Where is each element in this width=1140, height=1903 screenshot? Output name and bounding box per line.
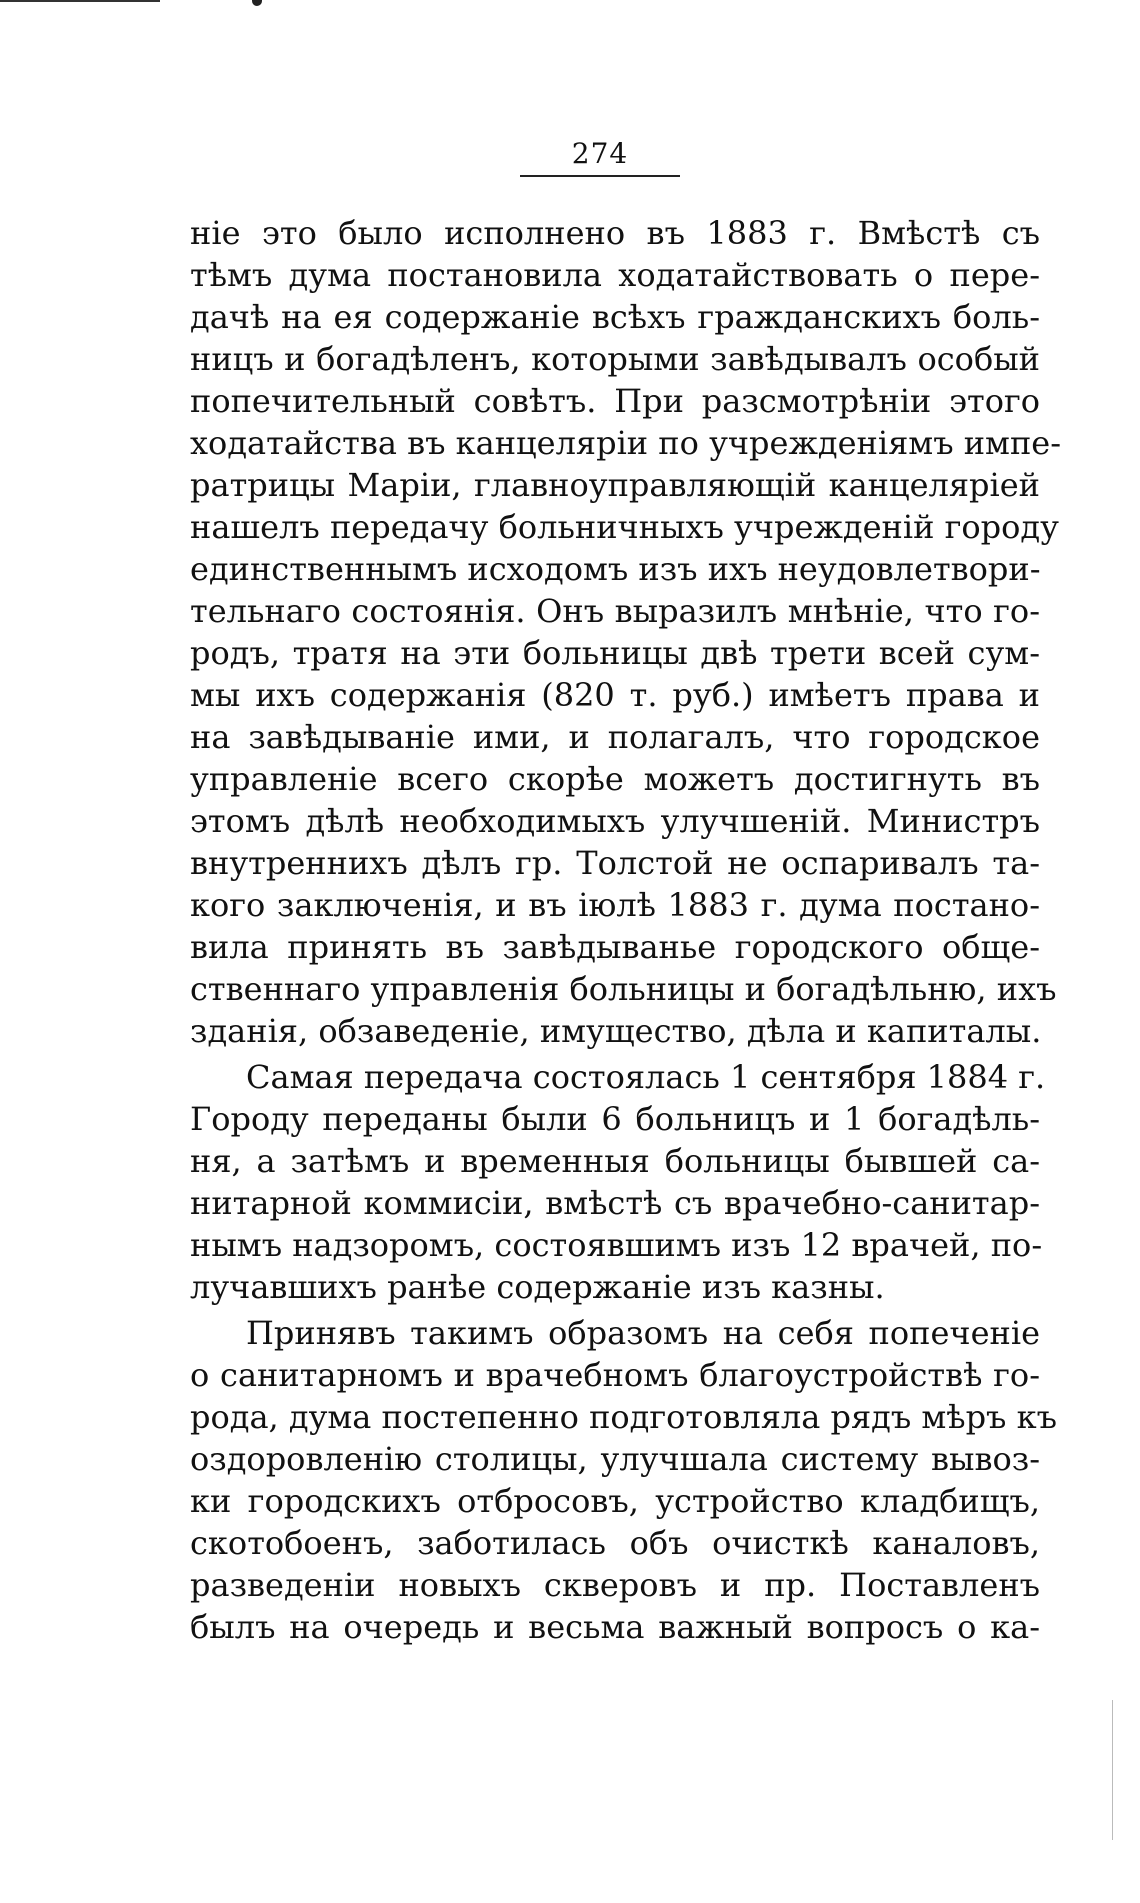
- scan-edge-mark: [0, 0, 160, 6]
- text-line: родъ, тратя на эти больницы двѣ трети всей сум-: [190, 634, 1040, 672]
- text-line: тѣмъ дума постановила ходатайствовать о пере-: [190, 256, 1040, 294]
- text-line: о санитарномъ и врачебномъ благоустройствѣ го-: [190, 1356, 1040, 1394]
- text-line: ки городскихъ отбросовъ, устройство кладбищъ,: [190, 1482, 1040, 1520]
- text-line: на завѣдываніе ими, и полагалъ, что городское: [190, 718, 1040, 756]
- text-line: ственнаго управленія больницы и богадѣльню, ихъ: [190, 970, 1057, 1008]
- text-line: разведеніи новыхъ скверовъ и пр. Поставленъ: [190, 1566, 1040, 1604]
- text-line: дачѣ на ея содержаніе всѣхъ гражданскихъ боль-: [190, 298, 1040, 336]
- text-line: ніе это было исполнено въ 1883 г. Вмѣстѣ съ: [190, 214, 1040, 252]
- page-number: 274: [571, 137, 629, 170]
- scan-margin-line: [1112, 1700, 1113, 1840]
- text-line: ницъ и богадѣленъ, которыми завѣдывалъ особый: [190, 340, 1040, 378]
- page-number-rule: [520, 175, 680, 177]
- text-line: вила принять въ завѣдыванье городского обще-: [190, 928, 1040, 966]
- text-line: оздоровленію столицы, улучшала систему вывоз-: [190, 1440, 1040, 1478]
- text-line: лучавшихъ ранѣе содержаніе изъ казны.: [190, 1268, 885, 1306]
- paragraph-1: [190, 212, 1062, 1052]
- text-line: управленіе всего скорѣе можетъ достигнуть въ: [190, 760, 1040, 798]
- text-line: зданія, обзаведеніе, имущество, дѣла и капиталы.: [190, 1012, 1042, 1050]
- text-line: Принявъ такимъ образомъ на себя попеченіе: [246, 1314, 1040, 1352]
- text-line: кого заключенія, и въ іюлѣ 1883 г. дума постано-: [190, 886, 1040, 924]
- text-line: нитарной коммисіи, вмѣстѣ съ врачебно-санитар-: [190, 1184, 1040, 1222]
- text-line: скотобоенъ, заботилась объ очисткѣ каналовъ,: [190, 1524, 1040, 1562]
- text-line: былъ на очередь и весьма важный вопросъ о ка-: [190, 1608, 1040, 1646]
- text-line: попечительный совѣтъ. При разсмотрѣніи этого: [190, 382, 1040, 420]
- paragraph-3: [190, 1312, 1057, 1648]
- body-text: [190, 212, 1062, 1648]
- text-line: этомъ дѣлѣ необходимыхъ улучшеній. Министръ: [190, 802, 1040, 840]
- text-line: нымъ надзоромъ, состоявшимъ изъ 12 врачей, по-: [190, 1226, 1043, 1264]
- text-line: единственнымъ исходомъ изъ ихъ неудовлетвори-: [190, 550, 1041, 588]
- text-line: мы ихъ содержанія (820 т. руб.) имѣетъ права и: [190, 676, 1040, 714]
- text-line: нашелъ передачу больничныхъ учрежденій городу: [190, 508, 1059, 546]
- text-line: ходатайства въ канцеляріи по учрежденіямъ импе-: [190, 424, 1062, 462]
- paragraph-2: [190, 1056, 1046, 1308]
- text-line: тельнаго состоянія. Онъ выразилъ мнѣніе, что го-: [190, 592, 1040, 630]
- text-line: внутреннихъ дѣлъ гр. Толстой не оспаривалъ та-: [190, 844, 1040, 882]
- text-line: ратрицы Маріи, главноуправляющій канцеляріей: [190, 466, 1040, 504]
- text-line: Самая передача состоялась 1 сентября 1884 г.: [246, 1058, 1046, 1096]
- text-line: ня, а затѣмъ и временныя больницы бывшей са-: [190, 1142, 1040, 1180]
- text-line: рода, дума постепенно подготовляла рядъ мѣръ къ: [190, 1398, 1057, 1436]
- text-line: Городу переданы были 6 больницъ и 1 богадѣль-: [190, 1100, 1040, 1138]
- scan-ink-dot: [252, 0, 262, 6]
